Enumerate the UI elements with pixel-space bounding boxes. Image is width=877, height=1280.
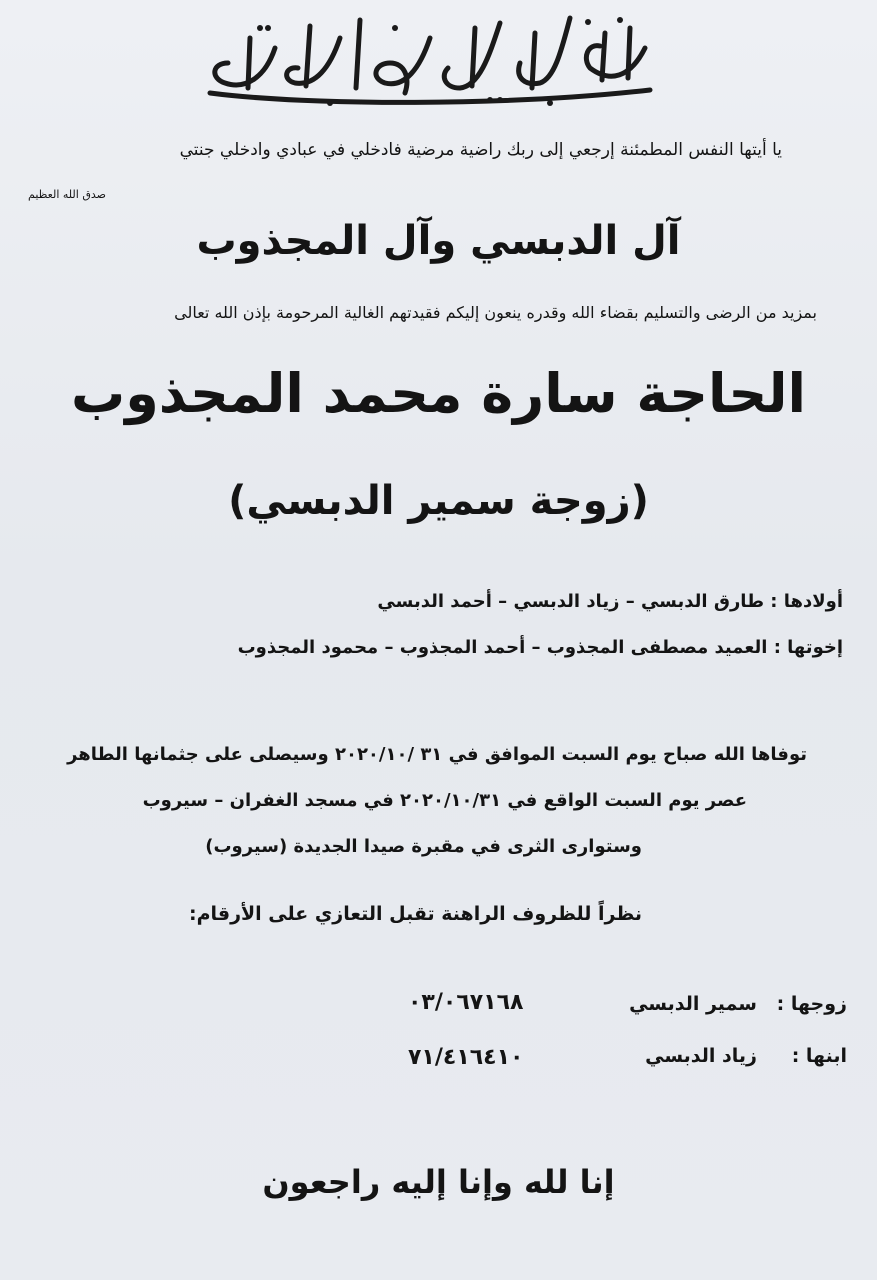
children-line: أولادها : طارق الدبسي – زياد الدبسي – أحمد الدبسي bbox=[377, 591, 843, 612]
contact-label-husband: زوجها : bbox=[776, 993, 847, 1015]
death-info-line-3: وستوارى الثرى في مقبرة صيدا الجديدة (سيروب) bbox=[205, 836, 642, 857]
closing-phrase: إنا لله وإنا إليه راجعون bbox=[262, 1163, 615, 1201]
quran-verse: يا أيتها النفس المطمئنة إرجعي إلى ربك راضية مرضية فادخلي في عبادي وادخلي جنتي bbox=[179, 140, 782, 160]
header-calligraphy bbox=[190, 8, 670, 118]
deceased-name: الحاجة سارة محمد المجذوب bbox=[70, 362, 807, 425]
death-info-line-1: توفاها الله صباح يوم السبت الموافق في ٣١ /٢٠٢٠/١٠ وسيصلى على جثمانها الطاهر bbox=[67, 744, 807, 765]
families-heading: آل الدبسي وآل المجذوب bbox=[196, 218, 681, 264]
contact-phone-son: ٧١/٤١٦٤١٠ bbox=[408, 1045, 524, 1070]
contact-label-son: ابنها : bbox=[791, 1045, 847, 1067]
contact-name-son: زياد الدبسي bbox=[645, 1045, 757, 1067]
contact-phone-husband: ٠٣/٠٦٧١٦٨ bbox=[408, 990, 524, 1015]
siblings-line: إخوتها : العميد مصطفى المجذوب – أحمد المجذوب – محمود المجذوب bbox=[237, 637, 843, 658]
death-info-line-2: عصر يوم السبت الواقع في ٢٠٢٠/١٠/٣١ في مسجد الغفران – سيروب bbox=[142, 790, 747, 811]
header-calligraphy-text bbox=[190, 26, 670, 154]
contact-name-husband: سمير الدبسي bbox=[629, 993, 757, 1015]
announcement-intro: بمزيد من الرضى والتسليم بقضاء الله وقدره ينعون إليكم فقيدتهم الغالية المرحومة بإذن الله تعالى bbox=[174, 303, 817, 322]
spouse-line: (زوجة سمير الدبسي) bbox=[228, 478, 649, 524]
condolence-note: نظراً للظروف الراهنة تقبل التعازي على الأرقام: bbox=[189, 903, 642, 925]
verse-closing: صدق الله العظيم bbox=[28, 188, 106, 201]
